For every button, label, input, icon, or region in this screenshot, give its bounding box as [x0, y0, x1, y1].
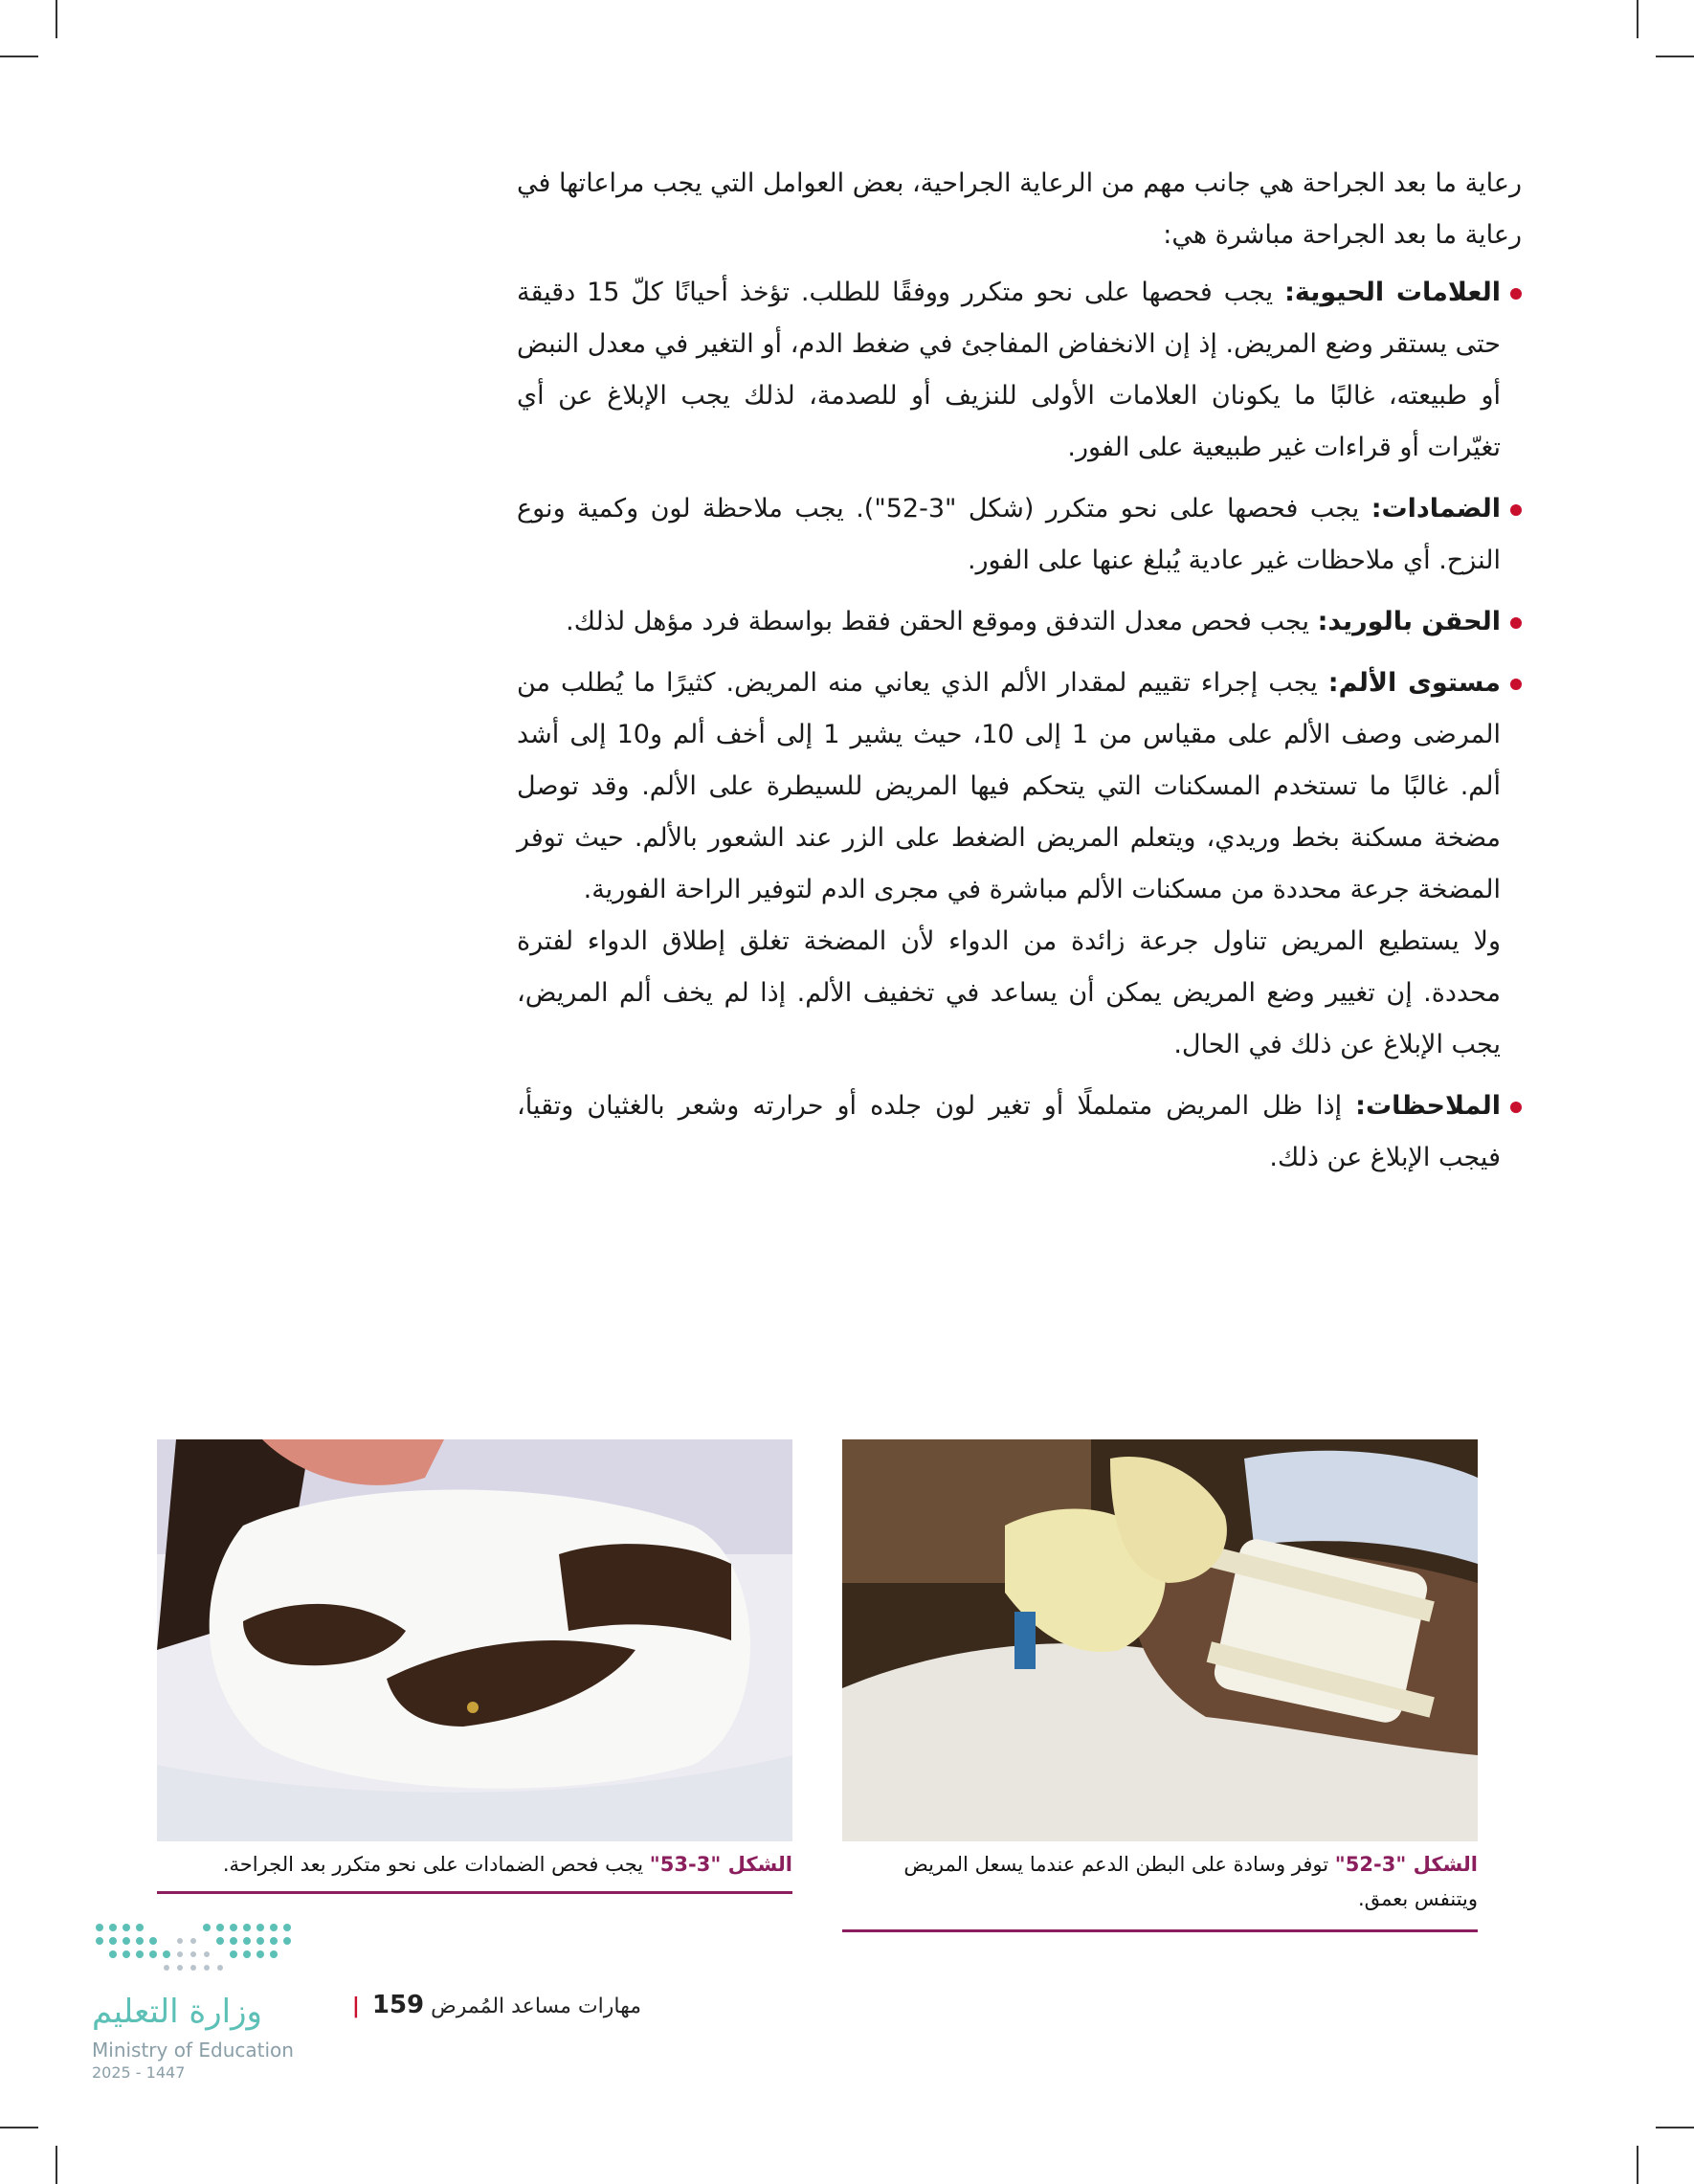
crop-mark — [1637, 0, 1638, 38]
pillow-photo-illustration — [157, 1439, 792, 1841]
bullet-term: الحقن بالوريد: — [1317, 607, 1501, 636]
bullet-observations — [517, 1081, 1522, 1184]
bullet-term: مستوى الألم: — [1327, 668, 1501, 698]
bullet-pain-level — [517, 657, 1522, 1071]
page-number: 159 — [371, 1991, 425, 2019]
figure-caption-text: يجب فحص الضمادات على نحو متكرر بعد الجراحة. — [222, 1853, 650, 1876]
bullet-iv — [517, 596, 1522, 648]
bullet-text: يجب فحصها على نحو متكرر ووفقًا للطلب. تؤخذ أحيانًا كلّ 15 دقيقة حتى يستقر وضع المريض. إذ إن الانخفاض المفاجئ في ضغط الدم، أو التغير في معدل النبض أو طبيعته، غالبًا ما يكونان العلامات الأولى للنزيف أو للصدمة، لذلك يجب الإبلاغ عن أي تغيّرات أو قراءات غير طبيعية على الفور. — [517, 278, 1501, 462]
bullet-vital-signs — [517, 267, 1522, 474]
bullet-text: يجب إجراء تقييم لمقدار الألم الذي يعاني منه المريض. كثيرًا ما يُطلب من المرضى وصف الألم على مقياس من 1 إلى 10، حيث يشير 1 إلى أخف ألم و10 إلى أشد ألم. غالبًا ما تستخدم المسكنات التي يتحكم فيها المريض للسيطرة على الألم. وقد توصل مضخة مسكنة بخط وريدي، ويتعلم المريض الضغط على الزر عند الشعور بالألم. حيث توفر المضخة جرعة محددة من مسكنات الألم مباشرة في مجرى الدم لتوفير الراحة الفورية. — [517, 668, 1501, 904]
bullet-dot-icon — [1510, 1102, 1522, 1113]
crop-mark — [0, 2127, 38, 2128]
caption-rule — [842, 1929, 1478, 1932]
footer-separator: | — [351, 1995, 360, 2018]
crop-mark — [1656, 56, 1694, 57]
crop-mark — [56, 0, 57, 38]
crop-mark — [1637, 2146, 1638, 2184]
bullet-text: إذا ظل المريض متململًا أو تغير لون جلده أو حرارته وشعر بالغثيان وتقيأ، فيجب الإبلاغ عن ذلك. — [517, 1091, 1501, 1172]
page-footer — [335, 1991, 641, 2019]
main-text — [517, 158, 1522, 1193]
crop-mark — [0, 56, 38, 57]
figure-label: الشكل "3-52" — [1334, 1853, 1478, 1876]
figure-3-52-photo — [842, 1439, 1478, 1841]
figure-label: الشكل "3-53" — [649, 1853, 792, 1876]
figure-3-52-caption — [842, 1847, 1478, 1916]
bullet-dot-icon — [1510, 504, 1522, 516]
bullet-dot-icon — [1510, 679, 1522, 690]
book-title: مهارات مساعد المُمرض — [431, 1995, 641, 2018]
dressing-photo-illustration — [842, 1439, 1478, 1841]
bullet-dot-icon — [1510, 617, 1522, 629]
bullet-term: العلامات الحيوية: — [1284, 278, 1501, 307]
crop-mark — [1656, 2127, 1694, 2128]
ministry-name-arabic: وزارة التعليم — [92, 1993, 262, 2031]
figure-3-53-photo — [157, 1439, 792, 1841]
bullet-continuation: ولا يستطيع المريض تناول جرعة زائدة من الدواء لأن المضخة تغلق إطلاق الدواء لفترة محددة. إن تغيير وضع المريض يمكن أن يساعد في تخفيف الألم. إذا لم يخف ألم المريض، يجب الإبلاغ عن ذلك في الحال. — [517, 926, 1501, 1059]
figure-3-53-caption — [157, 1847, 792, 1882]
edition-year: 2025 - 1447 — [92, 2063, 186, 2082]
bullet-term: الملاحظات: — [1355, 1091, 1501, 1121]
figure-caption-text: توفر وسادة على البطن الدعم عندما يسعل المريض ويتنفس بعمق. — [903, 1853, 1478, 1910]
ministry-logo-icon — [92, 1920, 302, 1987]
ministry-name-english: Ministry of Education — [92, 2039, 294, 2061]
caption-rule — [157, 1891, 792, 1894]
bullet-text: يجب فحصها على نحو متكرر (شكل "3-52"). يجب ملاحظة لون وكمية ونوع النزح. أي ملاحظات غير عادية يُبلغ عنها على الفور. — [517, 494, 1501, 575]
bullet-dressings — [517, 483, 1522, 587]
bullet-dot-icon — [1510, 288, 1522, 300]
bullet-term: الضمادات: — [1371, 494, 1502, 524]
intro-paragraph: رعاية ما بعد الجراحة هي جانب مهم من الرعاية الجراحية، بعض العوامل التي يجب مراعاتها في رعاية ما بعد الجراحة مباشرة هي: — [517, 168, 1522, 250]
bullet-text: يجب فحص معدل التدفق وموقع الحقن فقط بواسطة فرد مؤهل لذلك. — [566, 607, 1318, 636]
crop-mark — [56, 2146, 57, 2184]
